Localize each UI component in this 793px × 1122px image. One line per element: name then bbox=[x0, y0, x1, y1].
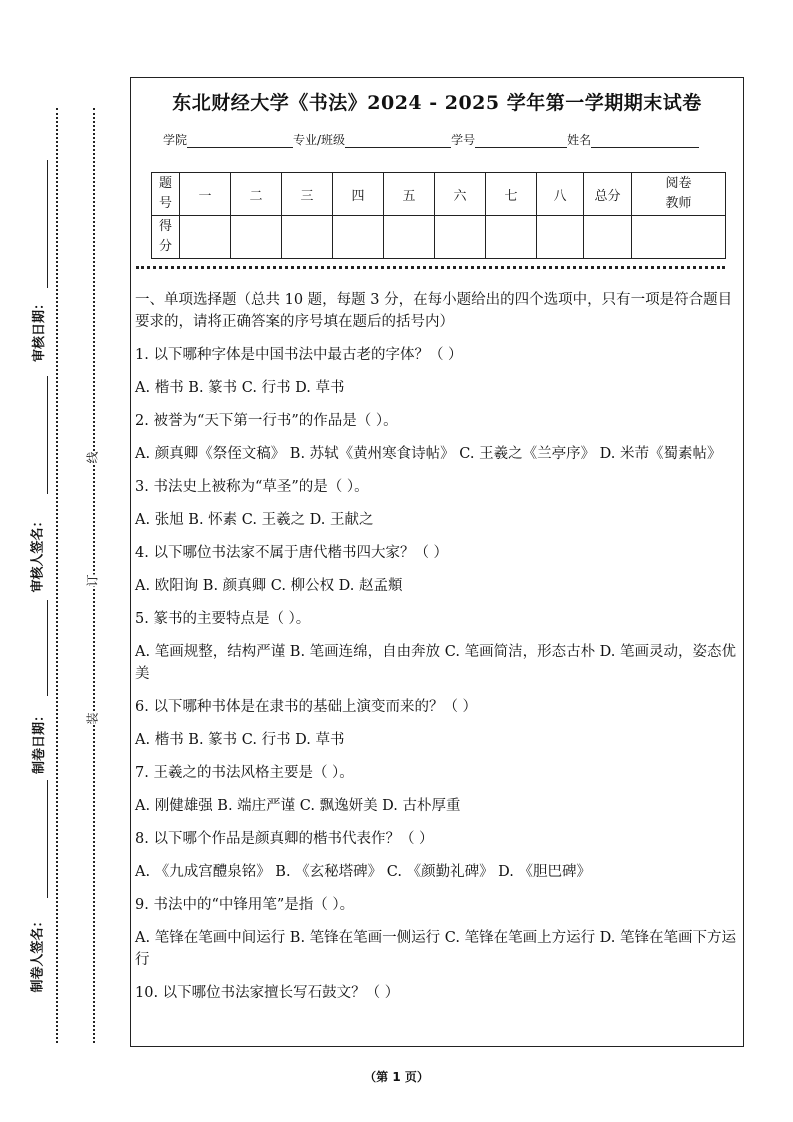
col-header-total: 总分 bbox=[584, 173, 632, 216]
col-header: 五 bbox=[384, 173, 435, 216]
question-options: A. 楷书 B. 篆书 C. 行书 D. 草书 bbox=[135, 732, 345, 748]
col-header: 七 bbox=[486, 173, 537, 216]
question-options: A. 《九成宫醴泉铭》 B. 《玄秘塔碑》 C. 《颜勤礼碑》 D. 《胆巴碑》 bbox=[135, 864, 592, 880]
binding-dotted-line-outer bbox=[56, 108, 58, 1043]
score-cell[interactable] bbox=[486, 216, 537, 259]
question-stem: 6. 以下哪种书体是在隶书的基础上演变而来的？（ ） bbox=[135, 699, 478, 715]
reviewer-header: 阅卷 教师 bbox=[632, 173, 726, 216]
paper-date-blank bbox=[47, 600, 48, 696]
score-cell[interactable] bbox=[435, 216, 486, 259]
score-table-score-row bbox=[152, 216, 726, 259]
question-options: A. 笔画规整，结构严谨 B. 笔画连绵，自由奔放 C. 笔画简洁，形态古朴 D. 笔画灵动，姿态优美 bbox=[135, 644, 737, 682]
student-id-label: 学号 bbox=[451, 133, 476, 147]
review-date-label: 审核日期： bbox=[28, 296, 47, 363]
score-cell[interactable] bbox=[537, 216, 584, 259]
section-separator bbox=[136, 266, 725, 269]
paper-date-label: 制卷日期： bbox=[28, 708, 47, 775]
score-cell[interactable] bbox=[231, 216, 282, 259]
score-cell-total[interactable] bbox=[584, 216, 632, 259]
question-options: A. 楷书 B. 篆书 C. 行书 D. 草书 bbox=[135, 380, 345, 396]
col-header: 六 bbox=[435, 173, 486, 216]
paper-maker-sign-label: 制卷人签名： bbox=[27, 913, 46, 993]
score-label: 得 分 bbox=[152, 216, 180, 259]
reviewer-cell[interactable] bbox=[632, 216, 726, 259]
question-stem: 4. 以下哪位书法家不属于唐代楷书四大家？（ ） bbox=[135, 545, 449, 561]
paper-maker-sign-blank bbox=[47, 780, 48, 898]
reviewer-sign-label: 审核人签名： bbox=[27, 513, 46, 593]
questions-section bbox=[135, 289, 740, 1004]
question-stem: 1. 以下哪种字体是中国书法中最古老的字体？（ ） bbox=[135, 347, 463, 363]
question-options: A. 颜真卿《祭侄文稿》 B. 苏轼《黄州寒食诗帖》 C. 王羲之《兰亭序》 D. 米芾《蜀素帖》 bbox=[135, 446, 722, 462]
col-header: 四 bbox=[333, 173, 384, 216]
section-heading: 一、单项选择题（总共 10 题，每题 3 分，在每小题给出的四个选项中，只有一项是符合题目要求的，请将正确答案的序号填在题后的括号内） bbox=[135, 292, 733, 330]
score-cell[interactable] bbox=[384, 216, 435, 259]
reviewer-sign-blank bbox=[47, 376, 48, 494]
score-cell[interactable] bbox=[333, 216, 384, 259]
question-options: A. 刚健雄强 B. 端庄严谨 C. 飘逸妍美 D. 古朴厚重 bbox=[135, 798, 461, 814]
question-options: A. 笔锋在笔画中间运行 B. 笔锋在笔画一侧运行 C. 笔锋在笔画上方运行 D. 笔锋在笔画下方运行 bbox=[135, 930, 737, 968]
review-date-blank bbox=[47, 160, 48, 288]
question-stem: 7. 王羲之的书法风格主要是（ ）。 bbox=[135, 765, 354, 781]
binding-mark-zhuang: 装 bbox=[82, 712, 103, 724]
student-info-row bbox=[163, 131, 699, 148]
student-id-field[interactable] bbox=[475, 133, 567, 148]
major-label: 专业/班级 bbox=[293, 133, 346, 147]
score-table-header-row bbox=[152, 173, 726, 216]
major-field[interactable] bbox=[345, 133, 451, 148]
page-number: （第 1 页） bbox=[364, 1070, 429, 1084]
name-field[interactable] bbox=[591, 133, 699, 148]
binding-mark-line: 线 bbox=[82, 451, 103, 463]
college-label: 学院 bbox=[163, 133, 188, 147]
question-stem: 2. 被誉为“天下第一行书”的作品是（ ）。 bbox=[135, 413, 398, 429]
col-header: 一 bbox=[180, 173, 231, 216]
col-header: 八 bbox=[537, 173, 584, 216]
score-cell[interactable] bbox=[282, 216, 333, 259]
col-header: 二 bbox=[231, 173, 282, 216]
question-options: A. 欧阳询 B. 颜真卿 C. 柳公权 D. 赵孟頫 bbox=[135, 578, 403, 594]
name-label: 姓名 bbox=[567, 133, 592, 147]
question-stem: 9. 书法中的“中锋用笔”是指（ ）。 bbox=[135, 897, 355, 913]
exam-title: 东北财经大学《书法》2024 - 2025 学年第一学期期末试卷 bbox=[172, 92, 702, 114]
question-stem: 8. 以下哪个作品是颜真卿的楷书代表作？（ ） bbox=[135, 831, 434, 847]
score-table bbox=[151, 172, 726, 259]
score-cell[interactable] bbox=[180, 216, 231, 259]
question-stem: 5. 篆书的主要特点是（ ）。 bbox=[135, 611, 311, 627]
college-field[interactable] bbox=[187, 133, 293, 148]
binding-mark-ding: 订 bbox=[82, 574, 103, 586]
question-number-label: 题 号 bbox=[152, 173, 180, 216]
col-header: 三 bbox=[282, 173, 333, 216]
question-stem: 3. 书法史上被称为“草圣”的是（ ）。 bbox=[135, 479, 369, 495]
question-stem: 10. 以下哪位书法家擅长写石鼓文？（ ） bbox=[135, 985, 400, 1001]
question-options: A. 张旭 B. 怀素 C. 王羲之 D. 王献之 bbox=[135, 512, 374, 528]
